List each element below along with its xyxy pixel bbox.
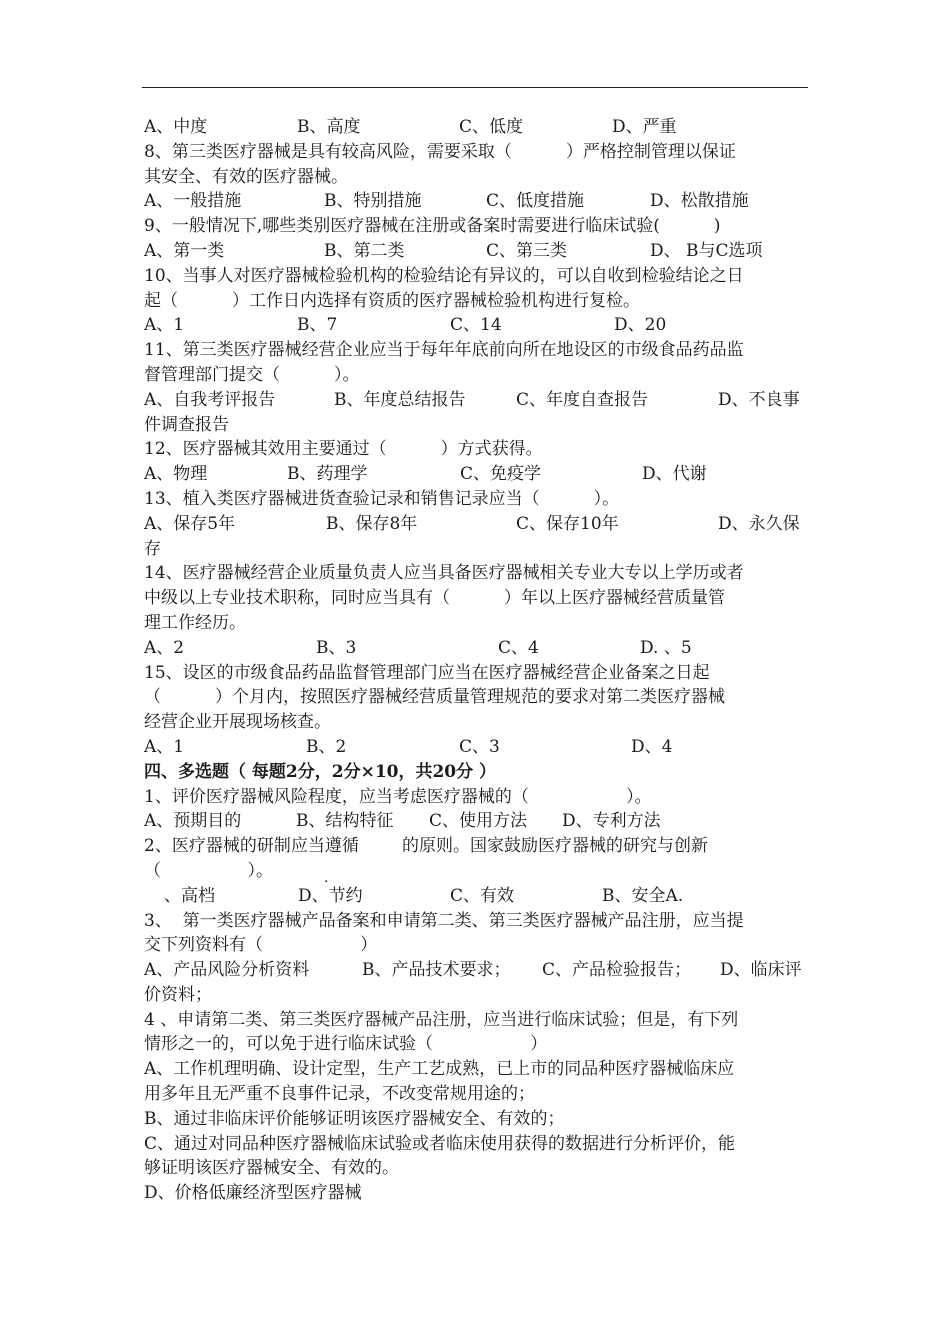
option-a: A、2 [144, 637, 185, 658]
option-a: A、第一类 [144, 240, 225, 261]
option-b: B、高度 [297, 117, 361, 137]
option-d: D、20 [614, 315, 667, 336]
m3-option-wrap: 价资料； [144, 984, 212, 1005]
option-b: B、保存8年 [326, 513, 418, 534]
q9-line-1: 9、一般情况下,哪些类别医疗器械在注册或备案时需要进行临床试验( ) [144, 216, 721, 237]
m4-option-c-line-2: 够证明该医疗器械安全、有效的。 [144, 1158, 399, 1179]
option-c: C、使用方法 [429, 811, 528, 832]
option-c: C、第三类 [486, 240, 568, 261]
m3-line-1: 3、 第一类医疗器械产品备案和申请第二类、第三类医疗器械产品注册，应当提 [144, 910, 744, 931]
option-a: A、产品风险分析资料 [144, 960, 310, 981]
m2-line-1: 2、医疗器械的研制应当遵循 的原则。国家鼓励医疗器械的研究与创新 [144, 836, 709, 857]
option-d: D、代谢 [642, 464, 707, 485]
option-b: B、3 [316, 637, 357, 658]
q9-options [144, 239, 808, 264]
q14-options [144, 636, 808, 661]
option-c: C、14 [450, 315, 502, 336]
option-c: C、低度措施 [486, 191, 585, 212]
option-d: D、 B与C选项 [650, 240, 763, 261]
q14-line-2: 中级以上专业技术职称，同时应当具有（ ）年以上医疗器械经营质量管 [144, 588, 726, 609]
m4-option-a-line-2: 用多年且无严重不良事件记录，不改变常规用途的； [144, 1084, 535, 1105]
q11-option-wrap: 件调查报告 [144, 414, 229, 435]
q15-line-2: （ ）个月内，按照医疗器械经营质量管理规范的要求对第二类医疗器械 [144, 687, 726, 708]
option-a: A、1 [144, 315, 185, 336]
q8-options [144, 189, 808, 214]
option-d: D、松散措施 [650, 191, 749, 212]
document-body [144, 115, 808, 1206]
option-gaodang: 、高档 [164, 885, 215, 906]
q14-line-3: 理工作经历。 [144, 612, 246, 633]
q12-options [144, 462, 808, 487]
option-c: C、年度自查报告 [516, 389, 649, 410]
option-a: A、中度 [144, 117, 208, 137]
option-b: B、第二类 [324, 240, 405, 261]
option-c: C、有效 [450, 885, 515, 906]
option-c: C、3 [459, 736, 500, 757]
m4-option-c-line-1: C、通过对同品种医疗器械临床试验或者临床使用获得的数据进行分析评价，能 [144, 1133, 736, 1154]
option-c: C、保存10年 [516, 513, 619, 534]
option-a: A、1 [144, 736, 185, 757]
q7-options [144, 115, 808, 140]
option-c: C、产品检验报告； [542, 960, 692, 981]
option-a: A、预期目的 [144, 811, 242, 832]
q11-line-1: 11、第三类医疗器械经营企业应当于每年年底前向所在地设区的市级食品药品监 [144, 340, 744, 361]
option-b: B、结构特征 [296, 811, 394, 832]
header-rule [142, 87, 808, 88]
stray-dot-mark: . [324, 870, 329, 886]
option-c: C、低度 [459, 117, 524, 137]
q10-line-2: 起（ ）工作日内选择有资质的医疗器械检验机构进行复检。 [144, 290, 641, 311]
m2-options [144, 884, 808, 909]
m1-options [144, 809, 808, 834]
option-d: D、临床评 [720, 960, 802, 981]
m4-line-2: 情形之一的，可以免于进行临床试验（ ） [144, 1034, 548, 1055]
q8-line-2: 其安全、有效的医疗器械。 [144, 166, 348, 187]
q15-line-3: 经营企业开展现场核查。 [144, 712, 331, 733]
m3-options [144, 958, 808, 983]
option-b: B、药理学 [287, 464, 368, 485]
option-b: B、特别措施 [324, 191, 422, 212]
m2-line-2: （ ）。 [144, 860, 273, 881]
q13-options [144, 512, 808, 537]
section-title-multiple-choice: 四、多选题（ 每题2分，2分×10，共20分 ） [144, 761, 497, 782]
m4-option-a-line-1: A、工作机理明确、设计定型，生产工艺成熟，已上市的同品种医疗器械临床应 [144, 1059, 735, 1080]
option-d: D、节约 [298, 885, 363, 906]
option-d: D、严重 [612, 117, 677, 137]
option-a: A、保存5年 [144, 513, 236, 534]
q15-line-1: 15、设区的市级食品药品监督管理部门应当在医疗器械经营企业备案之日起 [144, 662, 710, 683]
q10-options [144, 313, 808, 338]
option-a: A、自我考评报告 [144, 389, 276, 410]
q8-line-1: 8、第三类医疗器械是具有较高风险，需要采取（ ）严格控制管理以保证 [144, 141, 736, 162]
option-a: A、一般措施 [144, 191, 242, 212]
option-b: B、安全A. [602, 885, 684, 906]
m1-line-1: 1、评价医疗器械风险程度，应当考虑医疗器械的（ ）。 [144, 786, 652, 807]
q15-options [144, 735, 808, 760]
q12-line-1: 12、医疗器械其效用主要通过（ ）方式获得。 [144, 439, 543, 460]
m3-line-2: 交下列资料有（ ） [144, 935, 378, 956]
q13-line-1: 13、植入类医疗器械进货查验记录和销售记录应当（ ）。 [144, 488, 620, 509]
option-d: D. 、5 [640, 637, 692, 658]
option-d: D、专利方法 [562, 811, 661, 832]
q13-option-wrap: 存 [144, 538, 161, 559]
option-b: B、2 [306, 736, 347, 757]
q11-line-2: 督管理部门提交（ ）。 [144, 364, 360, 385]
option-b: B、7 [297, 315, 338, 336]
m4-option-d: D、价格低廉经济型医疗器械 [144, 1183, 362, 1204]
option-b: B、产品技术要求； [362, 960, 511, 981]
option-a: A、物理 [144, 464, 208, 485]
q10-line-1: 10、当事人对医疗器械检验机构的检验结论有异议的，可以自收到检验结论之日 [144, 265, 744, 286]
option-c: C、免疫学 [460, 464, 542, 485]
option-d: D、永久保 [718, 513, 800, 534]
option-b: B、年度总结报告 [334, 389, 466, 410]
m4-line-1: 4 、申请第二类、第三类医疗器械产品注册，应当进行临床试验；但是，有下列 [144, 1009, 739, 1030]
q14-line-1: 14、医疗器械经营企业质量负责人应当具备医疗器械相关专业大专以上学历或者 [144, 563, 744, 584]
option-c: C、4 [498, 637, 539, 658]
m4-option-b: B、通过非临床评价能够证明该医疗器械安全、有效的； [144, 1108, 565, 1129]
option-d: D、4 [631, 736, 673, 757]
q11-options [144, 388, 808, 413]
option-d: D、不良事 [718, 389, 800, 410]
